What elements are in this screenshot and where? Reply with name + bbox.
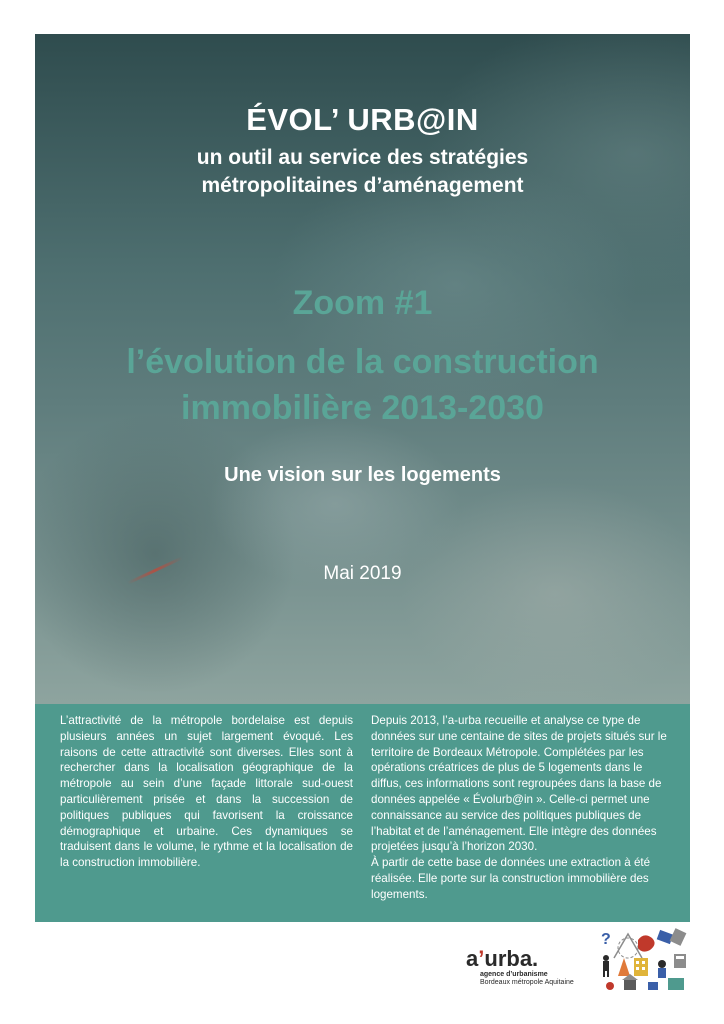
zoom-label: Zoom #1	[292, 284, 433, 322]
logo-mark-apostrophe: ’	[478, 946, 485, 971]
cover-image	[35, 34, 690, 704]
traffic-cone-icon	[618, 958, 630, 976]
intro-box	[35, 704, 690, 922]
red-marker-icon	[606, 982, 614, 990]
house-icon	[624, 980, 636, 990]
logo-line-1: agence d’urbanisme	[480, 971, 548, 978]
logo-line-2: Bordeaux métropole Aquitaine	[480, 979, 574, 986]
pictograms-icon	[598, 928, 690, 992]
pictogram-illustration	[598, 928, 690, 992]
door-icon	[648, 982, 658, 990]
question-mark-icon: ?	[601, 931, 611, 948]
pencil-icon	[670, 928, 687, 946]
vision-subtitle: Une vision sur les logements	[224, 464, 501, 486]
person-icon	[603, 961, 609, 971]
logo-mark	[466, 948, 586, 970]
intro-right-paragraph-2: À partir de cette base de données une extraction à été réalisée. Elle porte sur la construction immobilière des logements.	[371, 856, 651, 901]
document-title: ÉVOL’ URB@IN	[246, 102, 479, 137]
intro-left-column	[60, 713, 353, 871]
blue-card-icon	[657, 930, 674, 944]
map-shape-icon	[638, 935, 655, 951]
zoom-title	[35, 339, 690, 431]
zoom-title-line-2: immobilière 2013-2030	[181, 389, 544, 427]
subtitle-line-1: un outil au service des stratégies	[196, 146, 529, 169]
publication-date: Mai 2019	[323, 563, 402, 584]
aurba-logo	[466, 948, 586, 998]
subtitle-line-2: métropolitaines d’aménagement	[201, 174, 524, 197]
zoom-title-line-1: l’évolution de la construction	[126, 343, 599, 381]
document-subtitle	[35, 144, 690, 200]
logo-mark-urba: urba.	[484, 946, 539, 971]
intro-right-column	[371, 713, 676, 903]
building-block-icon	[668, 978, 684, 990]
worker-icon	[658, 968, 666, 978]
logo-mark-a: a	[466, 946, 479, 971]
intro-left-paragraph: L’attractivité de la métropole bordelaise est depuis plusieurs années un sujet largement évoqué. Les raisons de cette attractivité sont diverses. Elles sont à rechercher dans la localisation géographique de la métropole au sein d’une façade littorale sud-ouest particulièrement prisée et dans la succession de politiques publiques qui favorisent la croissance démographique et urbaine. Ces dynamiques se traduisent dans le volume, le rythme et la localisation de la construction immobilière.	[60, 714, 353, 870]
intro-right-paragraph-1: Depuis 2013, l’a-urba recueille et analyse ce type de données sur une centaine de sites de projets situés sur le territoire de Bordeaux Métropole. Complétées par les opérations créatrices de plus de 5 logements dans le diffus, ces informations sont regroupées dans la base de données appelée « Évolurb@in ». Celle-ci permet une connaissance au service des politiques publiques de l’habitat et de l’aménagement. Elle intègre des données projetées jusqu’à l’horizon 2030.	[371, 714, 667, 854]
